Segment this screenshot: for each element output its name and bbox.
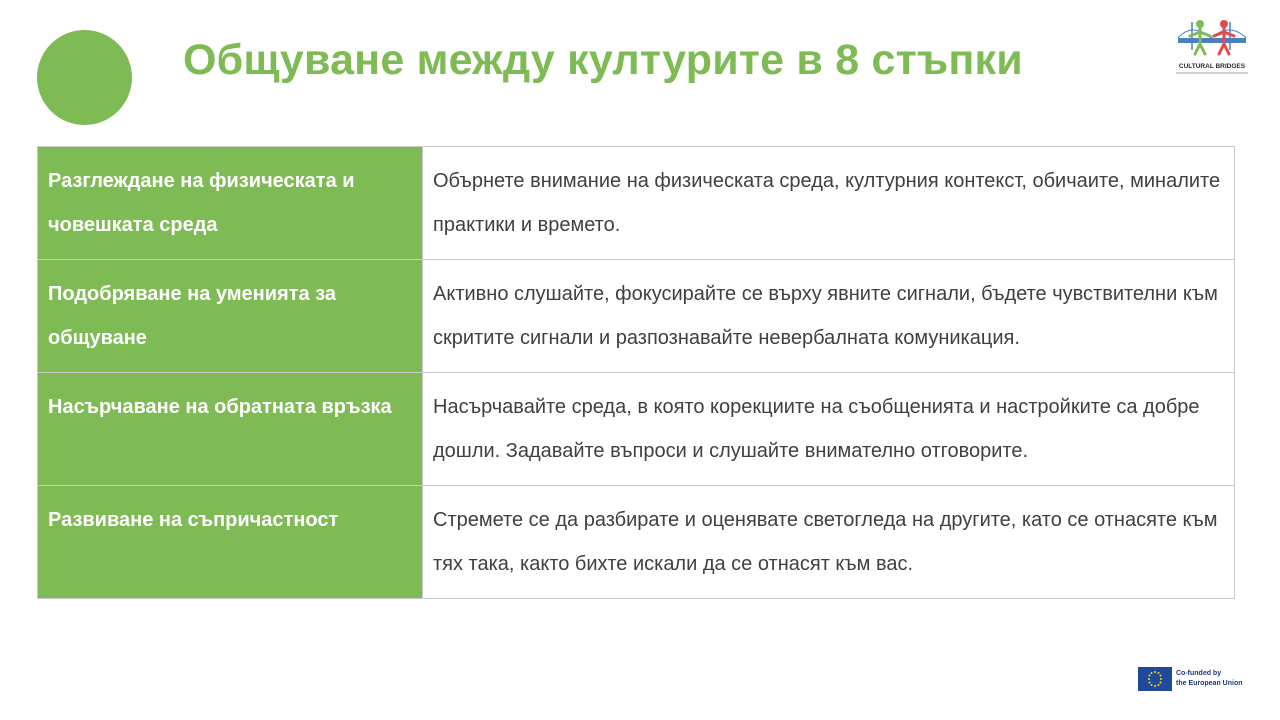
eu-text-line2: the European Union <box>1176 680 1243 687</box>
step-title: Развиване на съпричастност <box>38 486 423 599</box>
table-row <box>38 486 1235 599</box>
bridge-people-icon <box>1172 18 1252 62</box>
step-title: Подобряване на уменията за общуване <box>38 260 423 373</box>
eu-cofunded-logo <box>1138 667 1250 691</box>
step-description: Стремете се да разбирате и оценявате светогледа на другите, като се отнасяте към тях така, както бихте искали да се отнасят към вас. <box>423 486 1235 599</box>
slide-title: Общуване между културите в 8 стъпки <box>183 36 1023 84</box>
table-row <box>38 373 1235 486</box>
step-description: Активно слушайте, фокусирайте се върху явните сигнали, бъдете чувствителни към скритите сигнали и разпознавайте невербалната комуникация. <box>423 260 1235 373</box>
step-description: Насърчавайте среда, в която корекциите на съобщенията и настройките са добре дошли. Задавайте въпроси и слушайте внимателно отговорите. <box>423 373 1235 486</box>
eu-text-line1: Co-funded by <box>1176 670 1222 677</box>
eu-text <box>1176 669 1243 689</box>
cultural-bridges-logo <box>1172 18 1252 80</box>
logo-text: CULTURAL BRIDGES <box>1178 63 1246 70</box>
table-row <box>38 260 1235 373</box>
step-description: Обърнете внимание на физическата среда, културния контекст, обичаите, миналите практики и времето. <box>423 147 1235 260</box>
eu-flag-icon <box>1138 667 1172 691</box>
step-title: Разглеждане на физическата и човешката среда <box>38 147 423 260</box>
decorative-circle <box>37 30 132 125</box>
table-row <box>38 147 1235 260</box>
step-title: Насърчаване на обратната връзка <box>38 373 423 486</box>
steps-table <box>37 146 1235 599</box>
logo-subline <box>1176 72 1248 74</box>
